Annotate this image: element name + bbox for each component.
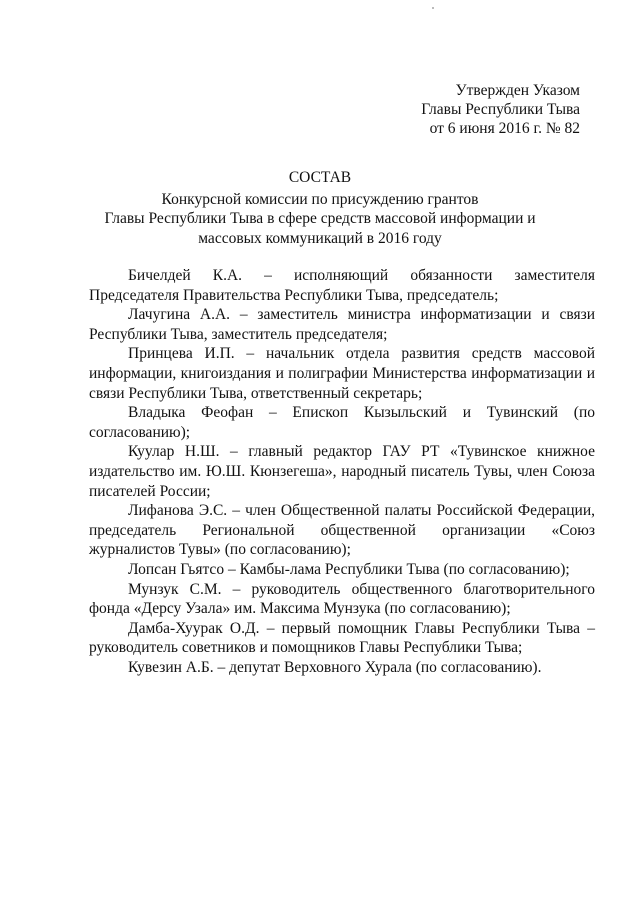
commission-member-list: [89, 266, 595, 677]
document-title: СОСТАВ: [288, 169, 352, 186]
member-entry: Владыка Феофан – Епископ Кызыльский и Тувинский (по согласованию);: [89, 404, 595, 441]
scan-speck: [432, 7, 434, 9]
member-entry: Кувезин А.Б. – депутат Верховного Хурала (по согласованию).: [128, 658, 542, 676]
approval-line: Главы Республики Тыва: [421, 101, 580, 118]
member-entry: Лифанова Э.С. – член Общественной палаты Российской Федерации, председатель Региональной общественной организации «Союз журналистов Тувы» (по согласованию);: [89, 502, 595, 559]
heading-line: массовых коммуникаций в 2016 году: [198, 229, 442, 247]
heading-line: Конкурсной комиссии по присуждению грантов: [161, 190, 479, 208]
document-heading: [80, 168, 560, 248]
member-entry: Куулар Н.Ш. – главный редактор ГАУ РТ «Тувинское книжное издательство им. Ю.Ш. Кюнзегеша», народный писатель Тувы, член Союза писателей России;: [89, 443, 595, 500]
member-entry: Принцева И.П. – начальник отдела развития средств массовой информации, книгоиздания и полиграфии Министерства информатизации и связи Республики Тыва, ответственный секретарь;: [89, 345, 595, 402]
approval-line: от 6 июня 2016 г. № 82: [429, 120, 580, 137]
member-entry: Лачугина А.А. – заместитель министра информатизации и связи Республики Тыва, заместитель председателя;: [89, 306, 595, 343]
member-entry: Бичелдей К.А. – исполняющий обязанности заместителя Председателя Правительства Республики Тыва, председатель;: [89, 267, 595, 304]
member-entry: Лопсан Гьятсо – Камбы-лама Республики Тыва (по согласованию);: [128, 560, 570, 578]
approval-line: Утвержден Указом: [455, 82, 580, 99]
member-entry: Дамба-Хуурак О.Д. – первый помощник Главы Республики Тыва – руководитель советников и помощников Главы Республики Тыва;: [89, 619, 595, 657]
heading-line: Главы Республики Тыва в сфере средств массовой информации и: [104, 210, 536, 227]
approval-stamp: [380, 81, 580, 138]
member-entry: Мунзук С.М. – руководитель общественного благотворительного фонда «Дерсу Узала» им. Максима Мунзука (по согласованию);: [89, 580, 595, 618]
